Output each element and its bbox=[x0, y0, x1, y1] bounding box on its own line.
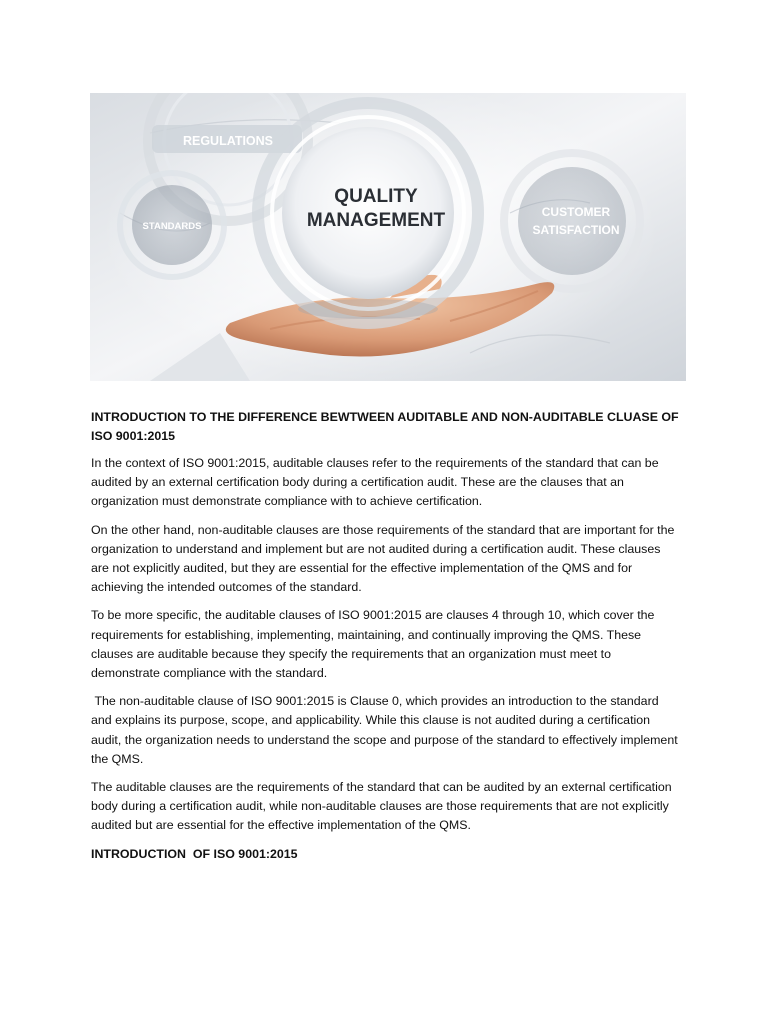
quality-management-circle bbox=[258, 103, 478, 323]
quality-management-graphic bbox=[90, 93, 686, 381]
section-heading-introduction: INTRODUCTION OF ISO 9001:2015 bbox=[91, 846, 298, 861]
paragraph-clause-zero: The non-auditable clause of ISO 9001:2015 is Clause 0, which provides an introduction to the standard and explains its purpose, scope, and applicability. While this clause is not audited during a certification audit, the organization needs to understand the scope and purpose of the standard to effectively implement the QMS. bbox=[91, 694, 682, 766]
quality-management-illustration bbox=[90, 93, 686, 381]
paragraph-auditable-clauses: To be more specific, the auditable clauses of ISO 9001:2015 are clauses 4 through 10, which cover the requirements for establishing, implementing, maintaining, and continually improving the QMS. These clauses are auditable because they specify the requirements that an organization must meet to demonstrate compliance with the standard. bbox=[91, 608, 655, 681]
quality-label: QUALITY bbox=[334, 186, 418, 207]
paragraph-summary: The auditable clauses are the requirements of the standard that can be audited by an external certification body during a certification audit, while non-auditable clauses are those requirements that are not explicitly audited but are essential for the effective implementation of the QMS. bbox=[91, 780, 672, 833]
management-label: MANAGEMENT bbox=[306, 210, 446, 231]
paragraph-non-auditable-definition: On the other hand, non-auditable clauses are those requirements of the standard that are important for the organization to understand and implement but are not audited during a certification audit. These clauses are not explicitly audited, but they are essential for the effective implementation of the QMS and for achieving the intended outcomes of the standard. bbox=[91, 522, 675, 595]
customer-satisfaction-circle bbox=[504, 153, 640, 289]
standards-label: STANDARDS bbox=[142, 221, 202, 232]
section-heading: INTRODUCTION TO THE DIFFERENCE BEWTWEEN AUDITABLE AND NON-AUDITABLE CLUASE OF ISO 9001:2015 bbox=[91, 410, 679, 443]
satisfaction-label: SATISFACTION bbox=[532, 223, 620, 237]
paragraph-auditable-definition: In the context of ISO 9001:2015, auditable clauses refer to the requirements of the standard that can be audited by an external certification body during a certification audit. These are the clauses that an organization must demonstrate compliance with to achieve certification. bbox=[91, 456, 659, 509]
document-body bbox=[91, 408, 681, 872]
customer-label: CUSTOMER bbox=[541, 205, 611, 219]
standards-circle bbox=[120, 173, 224, 277]
regulations-label: REGULATIONS bbox=[182, 134, 274, 148]
